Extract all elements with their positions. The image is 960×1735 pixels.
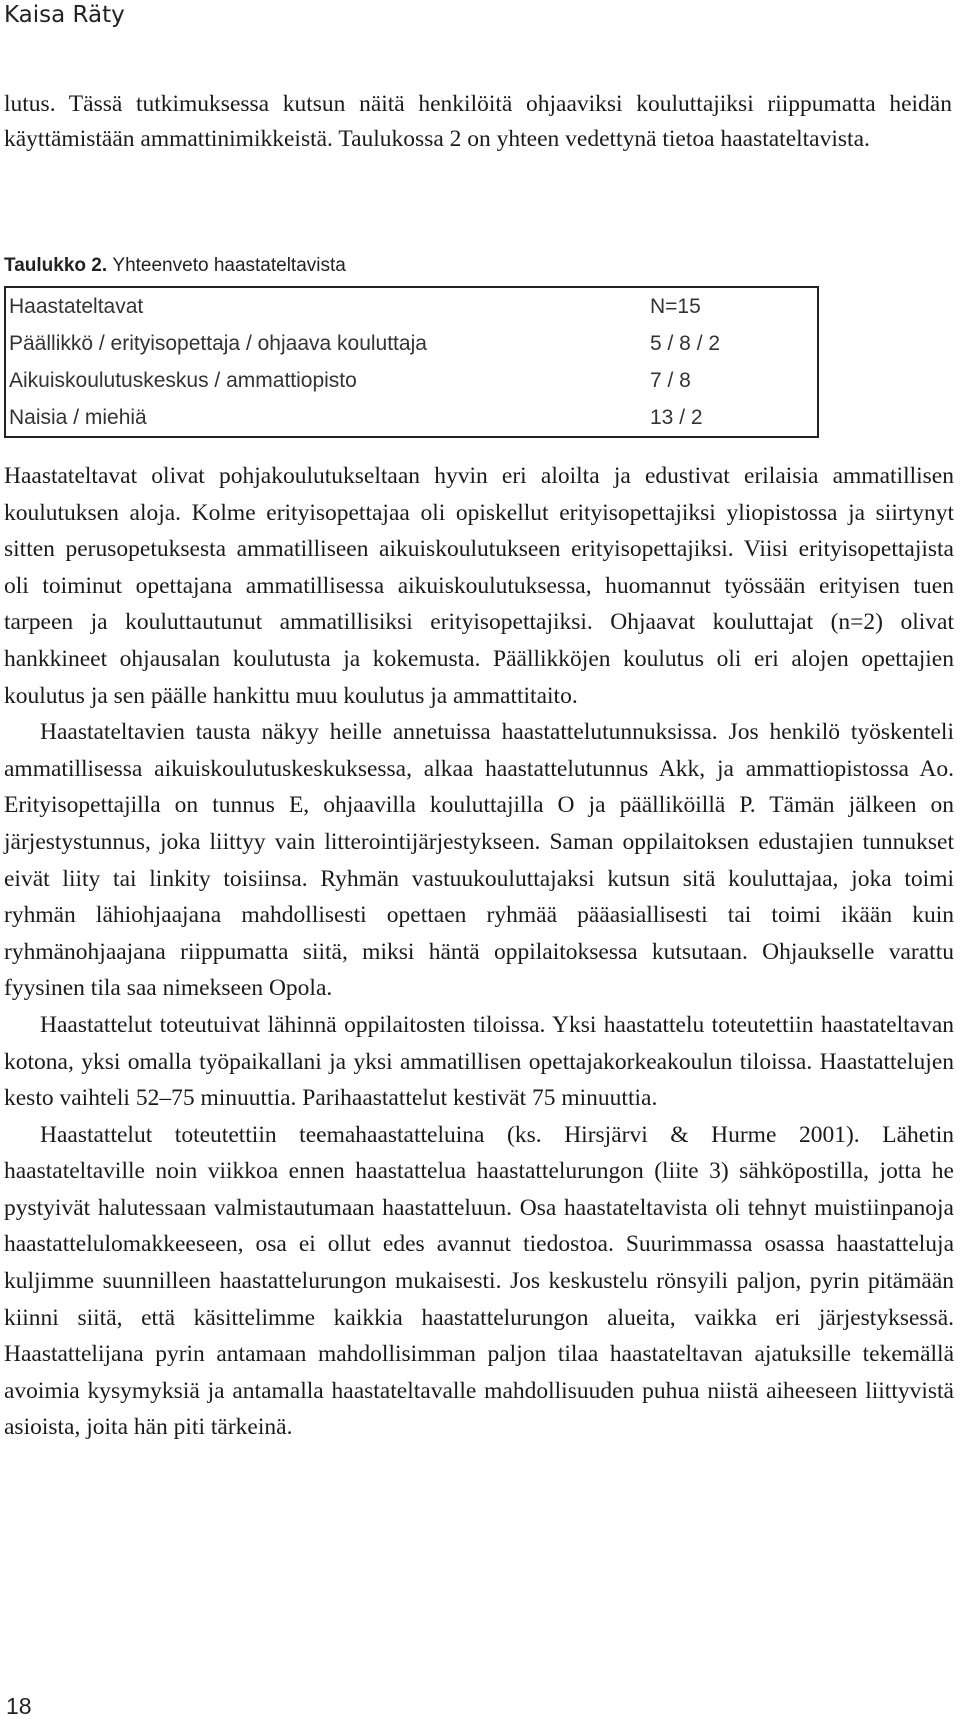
table-caption-title: Yhteenveto haastateltavista (112, 255, 346, 276)
table-row (5, 399, 818, 437)
intro-text: lutus. Tässä tutkimuksessa kutsun näitä henkilöitä ohjaaviksi kouluttajiksi riippumatta heidän käyttämistään ammattinimikkeistä. Taulukossa 2 on yhteen vedettynä tietoa haastateltavista. (4, 91, 952, 152)
table-row-label: Naisia / miehiä (9, 406, 147, 429)
table-row-value: 5 / 8 / 2 (650, 332, 721, 355)
paragraph: Haastattelut toteutuivat lähinnä oppilaitosten tiloissa. Yksi haastattelu toteutettiin haastateltavan kotona, yksi omalla työpaikallani ja yksi ammatillisen opettajakorkeakoulun tiloissa. Haastattelujen kesto vaihteli 52–75 minuuttia. Parihaastattelut kestivät 75 minuuttia. (4, 1011, 954, 1112)
table-caption-label: Taulukko 2. (4, 255, 108, 276)
table-row-value: 7 / 8 (650, 369, 691, 392)
table-row-value: 13 / 2 (650, 406, 703, 429)
table-row-label: Haastateltavat (9, 295, 144, 318)
table-row-value: N=15 (650, 295, 701, 318)
body-text (4, 458, 954, 1446)
table-row-label: Päällikkö / erityisopettaja / ohjaava kouluttaja (9, 332, 427, 355)
table-row (5, 287, 818, 325)
paragraph: Haastattelut toteutettiin teemahaastatteluina (ks. Hirsjärvi & Hurme 2001). Lähetin haastateltaville noin viikkoa ennen haastattelua haastattelurungon (liite 3) sähköpostilla, jotta he pystyivät halutessaan valmistautumaan haastatteluun. Osa haastateltavista oli tehnyt muistiinpanoja haastattelulomakkeeseen, osa ei ollut edes avannut tiedostoa. Suurimmassa osassa haastatteluja kuljimme suunnilleen haastattelurungon mukaisesti. Jos keskustelu rönsyili paljon, pyrin pitämään kiinni siitä, että käsittelimme kaikkia haastattelurungon alueita, vaikka eri järjestyksessä. Haastattelijana pyrin antamaan mahdollisimman paljon tilaa haastateltavan ajatuksille tekemällä avoimia kysymyksiä ja antamalla haastateltavalle mahdollisuuden puhua niistä aiheeseen liittyvistä asioista, joita hän piti tärkeinä. (4, 1121, 954, 1441)
table-row (5, 362, 818, 399)
table-caption (4, 255, 346, 277)
running-head: Kaisa Räty (4, 2, 125, 28)
summary-table (4, 286, 819, 438)
paragraph: Haastateltavien tausta näkyy heille annetuissa haastattelutunnuksissa. Jos henkilö työskenteli ammatillisessa aikuiskoulutuskeskuksessa, alkaa haastattelutunnus Akk, ja ammattiopistossa Ao. Erityisopettajilla on tunnus E, ohjaavilla kouluttajilla O ja päälliköillä P. Tämän jälkeen on järjestystunnus, joka liittyy vain litterointijärjestykseen. Saman oppilaitoksen edustajien tunnukset eivät liity tai linkity toisiinsa. Ryhmän vastuukouluttajaksi kutsun sitä kouluttajaa, joka toimi ryhmän lähiohjaajana mahdollisesti opettaen ryhmää pääasiallisesti tai toimi ikään kuin ryhmänohjaajana riippumatta siitä, miksi häntä oppilaitoksessa kutsutaan. Ohjaukselle varattu fyysinen tila saa nimekseen Opola. (4, 719, 954, 1002)
table-row (5, 325, 818, 362)
page-number: 18 (6, 1693, 32, 1719)
table-row-label: Aikuiskoulutuskeskus / ammattiopisto (9, 369, 357, 392)
paragraph: Haastateltavat olivat pohjakoulutukseltaan hyvin eri aloilta ja edustivat erilaisia ammatillisen koulutuksen aloja. Kolme erityisopettajaa oli opiskellut erityisopettajiksi yliopistossa ja siirtynyt sitten perusopetuksesta ammatilliseen aikuiskoulutukseen erityisopettajiksi. Viisi erityisopettajista oli toiminut opettajana ammatillisessa aikuiskoulutuksessa, huomannut työssään erityisen tuen tarpeen ja kouluttautunut ammatillisiksi erityisopettajiksi. Ohjaavat kouluttajat (n=2) olivat hankkineet ohjausalan koulutusta ja kokemusta. Päällikköjen koulutus oli eri alojen opettajien koulutus ja sen päälle hankittu muu koulutus ja ammattitaito. (4, 463, 954, 709)
intro-paragraph (4, 87, 952, 156)
